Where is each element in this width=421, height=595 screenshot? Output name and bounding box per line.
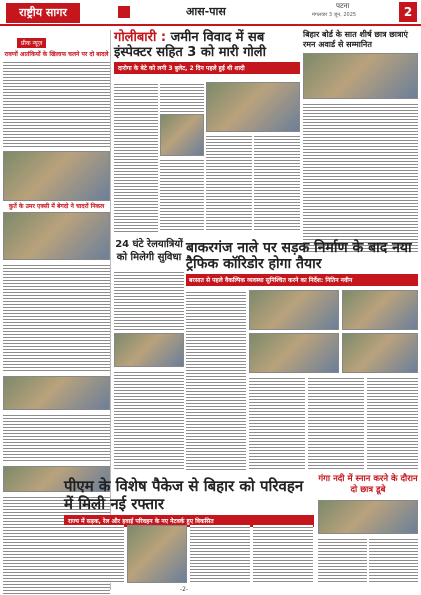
news-photo: [3, 212, 110, 260]
article-body-text: [114, 82, 158, 232]
article-body-text: [3, 60, 110, 148]
article-body-text: [249, 376, 305, 470]
pm-story: [64, 477, 314, 527]
article-body-text: [206, 134, 252, 232]
lead-kicker: गोलीबारी :: [114, 30, 167, 45]
article-body-text: [254, 134, 300, 232]
lead-subhead: दारोगा के बेटे को लगी 3 बुलेट, 2 दिन पहले हुई थी शादी: [114, 62, 300, 74]
left-story2-headline: कुर्ते के उमर एक्सी में बेगदो ने चादरों निकल: [8, 203, 105, 210]
ganga-headline: गंगा नदी में स्नान करने के दौरान दो छात्र डूबे: [318, 474, 418, 495]
article-body-text: [3, 413, 110, 463]
rail-headline: 24 घंटे रेलयात्रियों को मिलेगी सुविधा: [115, 239, 183, 263]
article-body-text: [367, 376, 418, 470]
meeting-photo: [249, 290, 339, 330]
meeting-photo: [342, 290, 418, 330]
banner-story: [186, 240, 418, 286]
pm-headline: पीएम के विशेष पैकेज से बिहार को परिवहन में मिली नई रफ्तार: [64, 477, 304, 513]
river-photo: [318, 500, 418, 534]
meeting-photo: [249, 333, 339, 373]
train-photo: [114, 333, 184, 367]
article-body-text: [318, 537, 367, 583]
news-tag: प्रीक न्यूज़: [17, 38, 46, 48]
lead-headline-line1: [114, 30, 300, 45]
section-name: आस-पास: [186, 5, 226, 18]
edition-date: मंगलवार 3 जून, 2025: [312, 12, 357, 18]
officer-photo: [160, 114, 204, 156]
page-footer-marker: -2-: [180, 586, 189, 593]
meeting-photo: [342, 333, 418, 373]
article-body-text: [3, 263, 110, 373]
edition-city: पटना: [336, 2, 350, 10]
article-body-text: [160, 158, 204, 232]
right-top-story: [303, 30, 418, 252]
crowd-photo: [206, 82, 300, 132]
article-body-text: [160, 82, 204, 112]
transport-photo: [127, 525, 187, 583]
lead-headline-block: [114, 30, 300, 80]
lead-headline-line2: इंस्पेक्टर सहित 3 को मारी गोली: [114, 45, 266, 60]
article-body-text: [308, 376, 364, 470]
lead-headline-text: जमीन विवाद में सब: [170, 30, 265, 45]
article-body-text: [64, 525, 124, 583]
article-body-text: [303, 102, 418, 252]
right-top-headline: बिहार बोर्ड के सात शीर्ष छात्र छात्राएं रमन अवार्ड से सम्मानित: [303, 30, 408, 49]
article-body-text: [369, 537, 418, 583]
newspaper-brand: राष्ट्रीय सागर: [6, 3, 80, 23]
banner-subhead: बरसात से पहले वैकल्पिक व्यवस्था सुनिश्चित करने का निर्देश: नितिन नवीन: [186, 274, 418, 286]
brand-square-icon: [118, 6, 130, 18]
news-photo: [3, 376, 110, 410]
news-photo: [3, 151, 110, 201]
pm-subhead: राज्य में सड़क, रेल और हवाई परिवहन के नए नेटवर्क हुए विकसित: [64, 515, 314, 527]
left-headline: रावणों आतंकियों के खिलाफ चलने पर दो बादले: [4, 51, 109, 58]
banner-headline: बाकरगंज नाले पर सड़क निर्माण के बाद नया ट्रैफिक कॉरिडोर होगा तैयार: [186, 240, 412, 272]
article-body-text: [114, 370, 184, 470]
article-body-text: [186, 290, 246, 470]
award-photo: [303, 53, 418, 99]
article-body-text: [253, 525, 313, 583]
masthead: [0, 0, 421, 26]
article-body-text: [114, 270, 184, 330]
page-number: 2: [399, 2, 417, 22]
article-body-text: [190, 525, 250, 583]
